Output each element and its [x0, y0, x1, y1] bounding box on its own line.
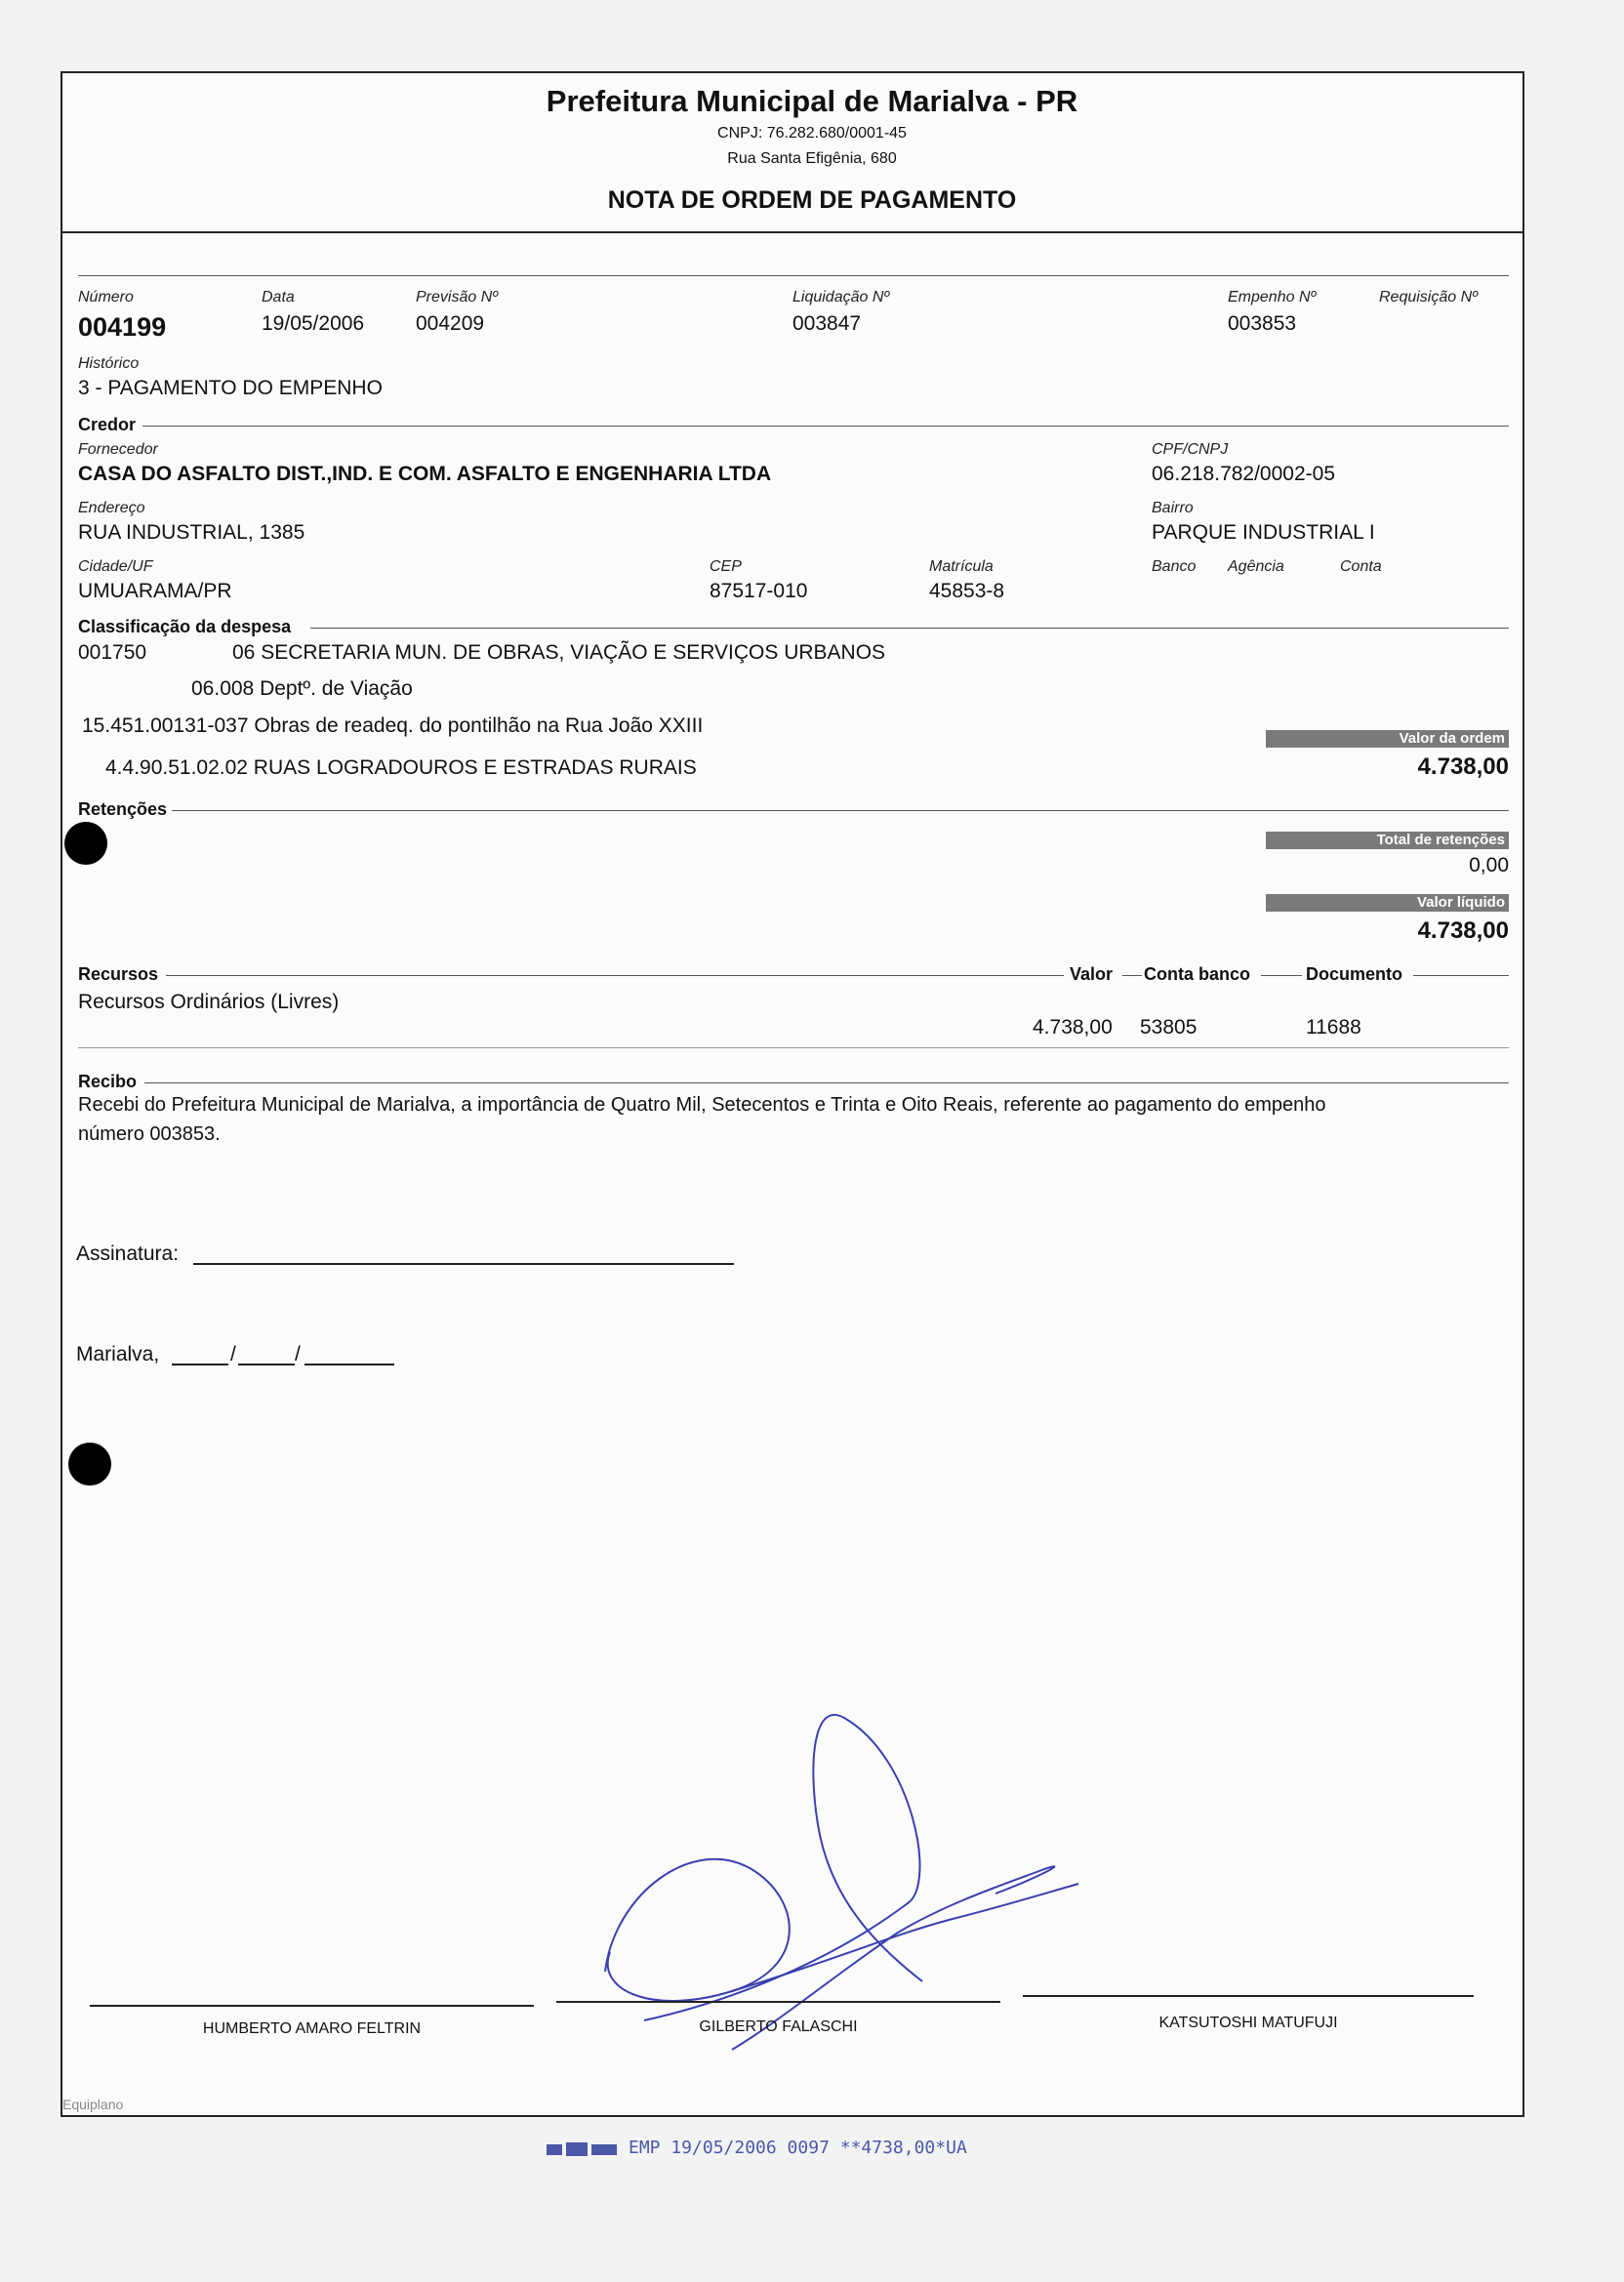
- historico-value: 3 - PAGAMENTO DO EMPENHO: [78, 377, 383, 399]
- classificacao-codigo: 001750: [78, 641, 147, 664]
- matricula-value: 45853-8: [929, 580, 1005, 602]
- recursos-divider-4: [1413, 975, 1509, 976]
- bairro-label: Bairro: [1152, 500, 1194, 516]
- empenho-value: 003853: [1228, 312, 1297, 335]
- recursos-valor-label: Valor: [1070, 964, 1114, 984]
- cidade-label: Cidade/UF: [78, 558, 153, 575]
- data-value: 19/05/2006: [262, 312, 365, 335]
- empenho-label: Empenho Nº: [1228, 289, 1317, 306]
- valor-ordem-label: Valor da ordem: [1266, 730, 1509, 748]
- liquidacao-value: 003847: [792, 312, 862, 335]
- signatory-3: KATSUTOSHI MATUFUJI: [1158, 2015, 1338, 2031]
- credor-divider: [142, 426, 1509, 427]
- assinatura-label: Assinatura:: [76, 1243, 180, 1265]
- conta-label: Conta: [1340, 558, 1382, 575]
- municipality-cnpj: CNPJ: 76.282.680/0001-45: [717, 125, 907, 142]
- cep-value: 87517-010: [710, 580, 808, 602]
- recibo-divider: [144, 1082, 1509, 1083]
- fornecedor-label: Fornecedor: [78, 441, 158, 458]
- bank-authentication-stamp: EMP 19/05/2006 0097 **4738,00*UA: [629, 2138, 967, 2158]
- bank-stamp-logo-icon: [547, 2141, 619, 2162]
- punch-hole-icon: [64, 822, 107, 865]
- date-year-blank: [304, 1364, 394, 1365]
- header-divider: [61, 231, 1522, 233]
- signature-line-1: [90, 2005, 534, 2007]
- recursos-valor: 4.738,00: [1033, 1016, 1113, 1039]
- classificacao-divider: [310, 628, 1509, 629]
- recibo-text-line2: número 003853.: [78, 1123, 221, 1145]
- credor-section-title: Credor: [78, 415, 137, 434]
- endereco-value: RUA INDUSTRIAL, 1385: [78, 521, 305, 544]
- agencia-label: Agência: [1228, 558, 1284, 575]
- recursos-divider-2: [1122, 975, 1142, 976]
- valor-ordem-value: 4.738,00: [1417, 754, 1509, 780]
- recursos-divider-3: [1261, 975, 1302, 976]
- handwritten-signature-icon: [586, 1698, 1093, 2069]
- local-data-label: Marialva,: [76, 1343, 160, 1365]
- municipality-title: Prefeitura Municipal de Marialva - PR: [546, 84, 1078, 118]
- classificacao-section-title: Classificação da despesa: [78, 617, 292, 636]
- signatory-1: HUMBERTO AMARO FELTRIN: [202, 2020, 422, 2037]
- date-month-blank: [238, 1364, 295, 1365]
- valor-liquido-label: Valor líquido: [1266, 894, 1509, 912]
- classificacao-departamento: 06.008 Deptº. de Viação: [191, 677, 413, 700]
- numero-label: Número: [78, 289, 134, 306]
- retencoes-section-title: Retenções: [78, 799, 168, 819]
- document-title: NOTA DE ORDEM DE PAGAMENTO: [607, 186, 1017, 214]
- retencoes-divider: [172, 810, 1509, 811]
- recibo-text-line1: Recebi do Prefeitura Municipal de Marialva, a importância de Quatro Mil, Setecentos e Trinta e Oito Reais, referente ao pagamento do empenho: [78, 1094, 1326, 1116]
- cidade-value: UMUARAMA/PR: [78, 580, 232, 602]
- ident-divider: [78, 275, 1509, 276]
- matricula-label: Matrícula: [929, 558, 994, 575]
- equiplano-brand: Equiplano: [62, 2097, 124, 2112]
- recursos-section-title: Recursos: [78, 964, 159, 984]
- liquidacao-label: Liquidação Nº: [792, 289, 890, 306]
- recursos-conta: 53805: [1140, 1016, 1198, 1039]
- total-retencoes-label: Total de retenções: [1266, 832, 1509, 849]
- cep-label: CEP: [710, 558, 742, 575]
- endereco-label: Endereço: [78, 500, 145, 516]
- previsao-value: 004209: [416, 312, 485, 335]
- previsao-label: Previsão Nº: [416, 289, 499, 306]
- recursos-documento: 11688: [1306, 1016, 1361, 1039]
- signatory-2: GILBERTO FALASCHI: [699, 2018, 858, 2035]
- banco-label: Banco: [1152, 558, 1197, 575]
- cpf-cnpj-label: CPF/CNPJ: [1152, 441, 1229, 458]
- numero-value: 004199: [78, 312, 167, 342]
- recursos-documento-label: Documento: [1306, 964, 1402, 984]
- recursos-descricao: Recursos Ordinários (Livres): [78, 991, 340, 1013]
- date-slash-icon: /: [230, 1343, 236, 1365]
- recursos-divider: [166, 975, 1064, 976]
- date-day-blank: [172, 1364, 228, 1365]
- signature-line-2: [556, 2001, 1000, 2003]
- classificacao-secretaria: 06 SECRETARIA MUN. DE OBRAS, VIAÇÃO E SERVIÇOS URBANOS: [232, 641, 886, 664]
- valor-liquido-value: 4.738,00: [1417, 917, 1509, 944]
- assinatura-line: [193, 1263, 734, 1265]
- requisicao-label: Requisição Nº: [1379, 289, 1478, 306]
- date-slash-icon: /: [295, 1343, 301, 1365]
- recursos-conta-label: Conta banco: [1144, 964, 1251, 984]
- total-retencoes-value: 0,00: [1469, 854, 1509, 876]
- municipality-address: Rua Santa Efigênia, 680: [727, 150, 897, 167]
- cpf-cnpj-value: 06.218.782/0002-05: [1152, 463, 1336, 485]
- classificacao-elemento: 4.4.90.51.02.02 RUAS LOGRADOUROS E ESTRADAS RURAIS: [105, 756, 697, 779]
- signature-line-3: [1023, 1995, 1474, 1997]
- fornecedor-value: CASA DO ASFALTO DIST.,IND. E COM. ASFALTO E ENGENHARIA LTDA: [78, 463, 772, 485]
- classificacao-projeto: 15.451.00131-037 Obras de readeq. do pontilhão na Rua João XXIII: [82, 714, 704, 737]
- recursos-bottom-divider: [78, 1047, 1509, 1048]
- bairro-value: PARQUE INDUSTRIAL I: [1152, 521, 1375, 544]
- recibo-section-title: Recibo: [78, 1072, 138, 1091]
- punch-hole-icon: [68, 1443, 111, 1486]
- historico-label: Histórico: [78, 355, 140, 372]
- data-label: Data: [262, 289, 295, 306]
